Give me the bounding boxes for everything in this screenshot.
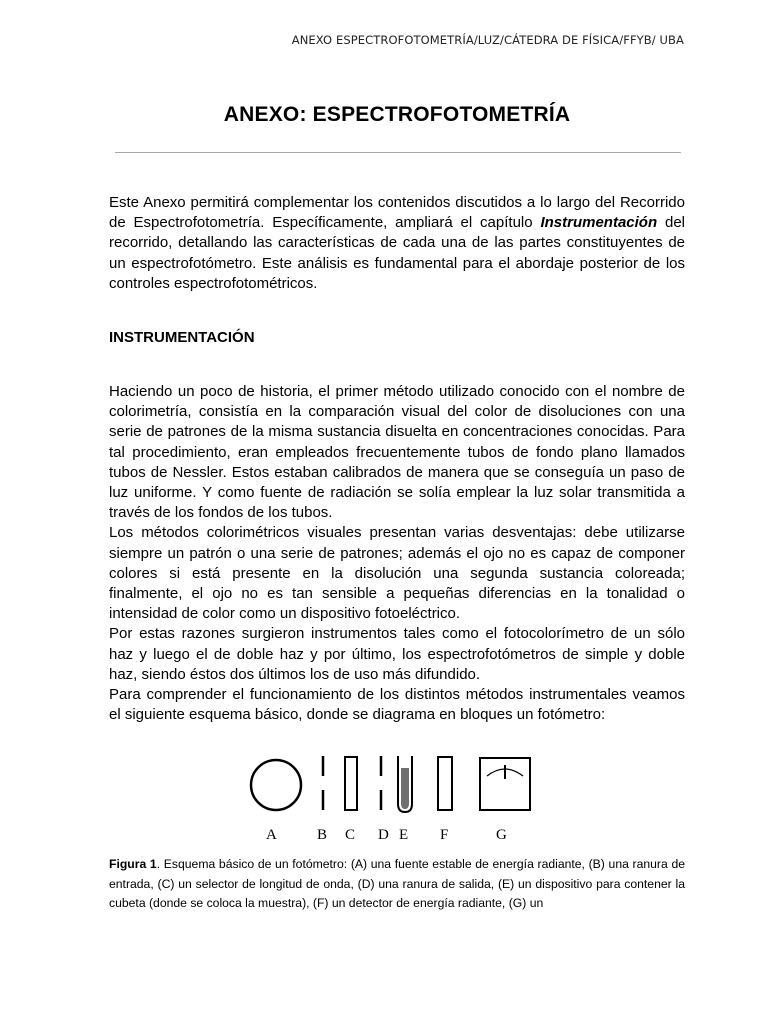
label-d: D: [378, 827, 389, 843]
caption-text: . Esquema básico de un fotómetro: (A) una fuente estable de energía radiante, (B) una ranura de entrada, (C) un selector de longitud de onda, (D) una ranura de salida, (E) un dispositivo para contener la cubeta (donde se coloca la muestra), (F) un detector de energía radiante, (G) un: [109, 857, 686, 911]
label-f: F: [440, 827, 449, 843]
photometer-diagram: [240, 752, 540, 847]
label-g: G: [496, 827, 507, 843]
intro-paragraph: [109, 193, 685, 294]
cuvette-sample: [401, 768, 409, 809]
caption-label: Figura 1: [109, 857, 157, 871]
label-e: E: [399, 827, 409, 843]
label-c: C: [345, 827, 356, 843]
running-header: ANEXO ESPECTROFOTOMETRÍA/LUZ/CÁTEDRA DE FÍSICA/FFYB/ UBA: [291, 33, 684, 47]
figure-caption: [109, 855, 685, 914]
paragraph-disadvantages: Los métodos colorimétricos visuales presentan varias desventajas: debe utilizarse siempre un patrón o una serie de patrones; además el ojo no es capaz de componer colores si está presente en la disolución una segunda sustancia coloreada; finalmente, el ojo no es tan sensible a pequeñas diferencias en la tonalidad o intensidad de color como un dispositivo fotoeléctrico.: [109, 524, 685, 623]
label-b: B: [317, 827, 328, 843]
title-divider: [115, 152, 681, 153]
intro-emphasis: Instrumentación: [540, 214, 658, 232]
section-body: [109, 382, 685, 725]
label-a: A: [266, 827, 277, 843]
light-source-circle: [251, 760, 301, 810]
document-title: ANEXO: ESPECTROFOTOMETRÍA: [223, 103, 571, 126]
intro-text-part1: Este Anexo permitirá complementar los contenidos discutidos a lo largo del Recorrido de Espectrofotometría. Específicamente, ampliará el capítulo: [109, 194, 685, 232]
section-heading: INSTRUMENTACIÓN: [109, 329, 255, 346]
detector: [438, 757, 452, 810]
paragraph-instruments: Por estas razones surgieron instrumentos tales como el fotocolorímetro de un sólo haz y luego el de doble haz y por último, los espectrofotómetros de simple y doble haz, siendo éstos dos últimos los de uso más difundido.: [109, 625, 685, 683]
paragraph-history: Haciendo un poco de historia, el primer método utilizado conocido con el nombre de colorimetría, consistía en la comparación visual del color de disoluciones con una serie de patrones de la misma sustancia disuelta en concentraciones conocidas. Para tal procedimiento, eran empleados frecuentemente tubos de fondo plano llamados tubos de Nessler. Estos estaban calibrados de manera que se conseguía un paso de luz uniforme. Y como fuente de radiación se solía emplear la luz solar transmitida a través de los fondos de los tubos.: [109, 383, 685, 522]
paragraph-scheme-intro: Para comprender el funcionamiento de los distintos métodos instrumentales veamos el siguiente esquema básico, donde se diagrama en bloques un fotómetro:: [109, 686, 685, 724]
intro-text-part2: del recorrido, detallando las características de cada una de las partes constituyentes de un espectrofotómetro. Este análisis es fundamental para el abordaje posterior de los controles espectrofotométricos.: [109, 214, 686, 292]
wavelength-selector: [345, 757, 357, 810]
